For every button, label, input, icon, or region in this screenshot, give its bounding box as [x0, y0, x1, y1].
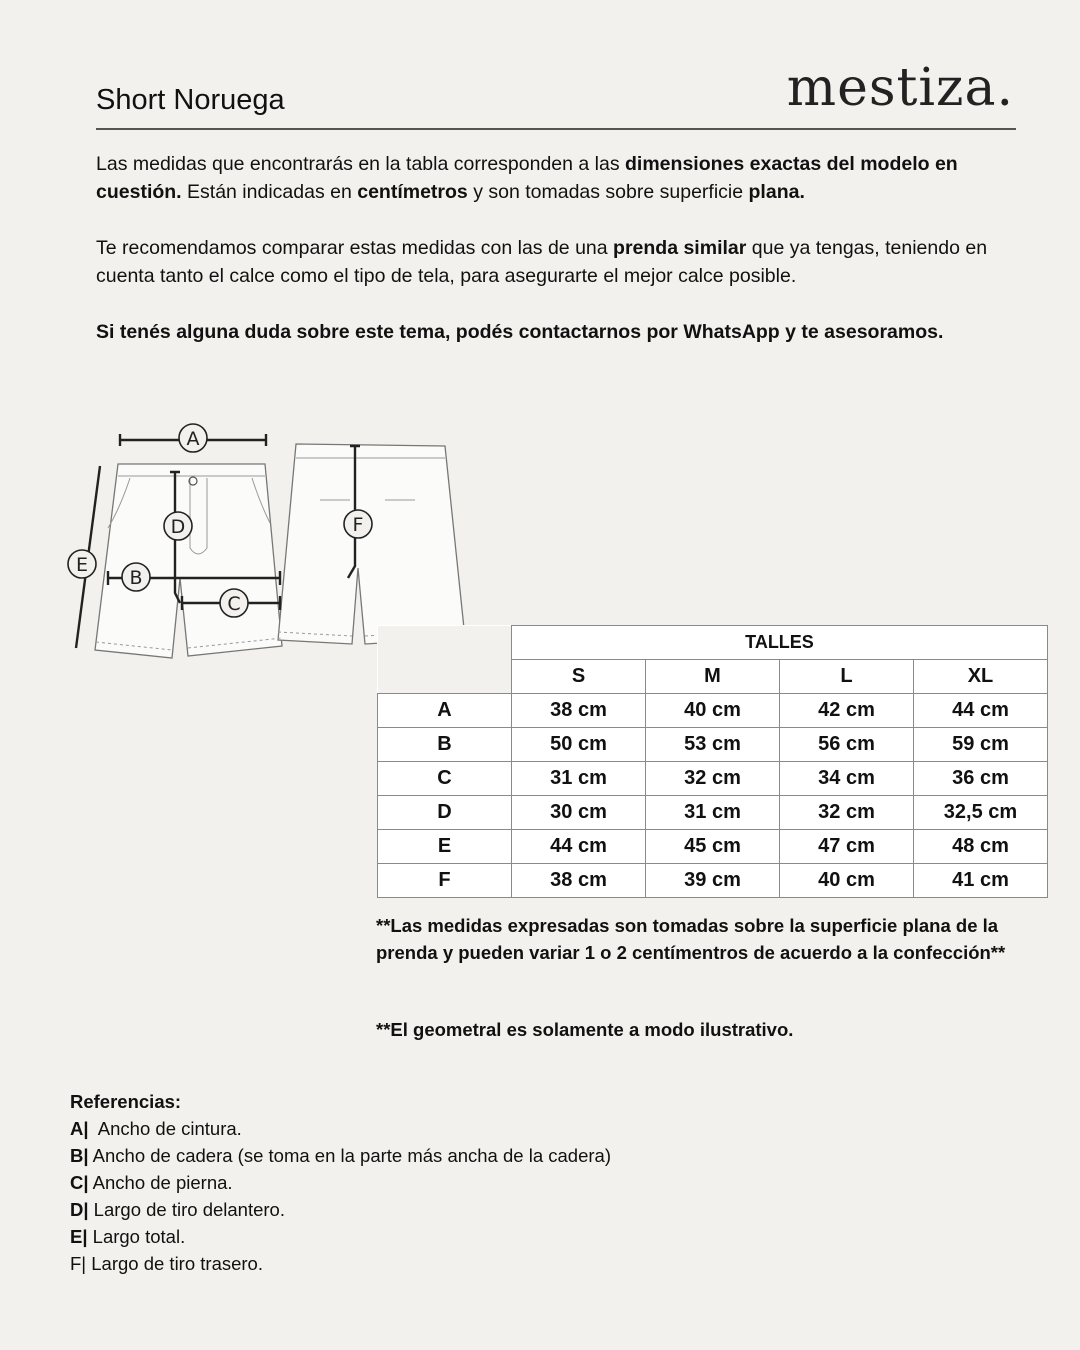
diagram-label-f: F — [352, 514, 364, 536]
reference-item — [70, 1142, 611, 1169]
table-cell: 42 cm — [780, 694, 914, 728]
reference-text: Ancho de cintura. — [88, 1118, 242, 1139]
diagram-label-e: E — [75, 554, 89, 576]
table-header: TALLES — [512, 626, 1048, 660]
table-header-row — [378, 626, 1048, 660]
table-row — [378, 762, 1048, 796]
intro-paragraph-2 — [96, 234, 1016, 290]
table-cell: 48 cm — [914, 830, 1048, 864]
row-label: E — [378, 830, 512, 864]
table-cell: 45 cm — [646, 830, 780, 864]
row-label: C — [378, 762, 512, 796]
table-cell: 32 cm — [646, 762, 780, 796]
brand-logo: mestiza. — [786, 58, 1014, 118]
row-label: B — [378, 728, 512, 762]
reference-key: D| — [70, 1199, 89, 1220]
table-cell: 44 cm — [914, 694, 1048, 728]
reference-item — [70, 1169, 611, 1196]
table-cell: 53 cm — [646, 728, 780, 762]
reference-key: C| — [70, 1172, 89, 1193]
table-cell: 31 cm — [646, 796, 780, 830]
reference-item — [70, 1196, 611, 1223]
table-cell: 32,5 cm — [914, 796, 1048, 830]
intro-text: Te recomendamos comparar estas medidas con las de una — [96, 237, 614, 259]
intro-paragraph-3: Si tenés alguna duda sobre este tema, podés contactarnos por WhatsApp y te asesoramos. — [96, 321, 944, 343]
reference-key: A| — [70, 1118, 89, 1139]
table-cell: 50 cm — [512, 728, 646, 762]
intro-bold: prenda similar — [613, 237, 747, 259]
table-cell: 41 cm — [914, 864, 1048, 898]
intro-bold: centímetros — [357, 181, 468, 203]
header-divider — [96, 128, 1016, 130]
table-row — [378, 694, 1048, 728]
reference-item — [70, 1250, 611, 1277]
size-header: S — [512, 660, 646, 694]
intro-text: y son tomadas sobre superficie — [467, 181, 749, 203]
size-header: M — [646, 660, 780, 694]
table-cell: 56 cm — [780, 728, 914, 762]
reference-text: Largo total. — [87, 1226, 186, 1247]
reference-key: E| — [70, 1226, 88, 1247]
illustration-note: **El geometral es solamente a modo ilustrativo. — [376, 1019, 794, 1040]
table-cell: 36 cm — [914, 762, 1048, 796]
size-table — [377, 625, 1048, 898]
table-corner — [378, 626, 512, 660]
table-cell: 38 cm — [512, 864, 646, 898]
reference-text: Largo de tiro trasero. — [86, 1253, 263, 1274]
table-cell: 40 cm — [780, 864, 914, 898]
table-cell: 44 cm — [512, 830, 646, 864]
diagram-label-c: C — [227, 593, 241, 615]
reference-item — [70, 1223, 611, 1250]
row-label: D — [378, 796, 512, 830]
table-sizes-row — [378, 660, 1048, 694]
reference-key: F| — [70, 1253, 87, 1274]
table-row — [378, 728, 1048, 762]
row-label: A — [378, 694, 512, 728]
size-header: XL — [914, 660, 1048, 694]
intro-bold: dimensiones exactas del modelo en cuestión. — [96, 153, 958, 203]
intro-text: Las medidas que encontrarás en la tabla corresponden a las — [96, 153, 626, 175]
row-label: F — [378, 864, 512, 898]
references-title: Referencias: — [70, 1091, 182, 1112]
table-cell: 32 cm — [780, 796, 914, 830]
diagram-label-b: B — [129, 567, 143, 589]
intro-bold: plana. — [748, 181, 805, 203]
table-cell: 39 cm — [646, 864, 780, 898]
reference-text: Ancho de pierna. — [88, 1172, 233, 1193]
table-cell: 30 cm — [512, 796, 646, 830]
table-row — [378, 864, 1048, 898]
reference-key: B| — [70, 1145, 89, 1166]
intro-text: Están indicadas en — [181, 181, 358, 203]
table-row — [378, 830, 1048, 864]
measurement-note: **Las medidas expresadas son tomadas sobre la superficie plana de la prenda y pueden variar 1 o 2 centímentros de acuerdo a la confección** — [376, 915, 1006, 963]
size-header: L — [780, 660, 914, 694]
table-cell: 31 cm — [512, 762, 646, 796]
intro-paragraph-1 — [96, 150, 1016, 206]
table-cell: 59 cm — [914, 728, 1048, 762]
page-title: Short Noruega — [96, 84, 285, 116]
reference-item — [70, 1115, 611, 1142]
table-cell: 47 cm — [780, 830, 914, 864]
table-cell: 34 cm — [780, 762, 914, 796]
table-row — [378, 796, 1048, 830]
intro-text: que ya tengas, teniendo en cuenta tanto el calce como el tipo de tela, para asegurarte el mejor calce posible. — [96, 237, 988, 287]
reference-text: Ancho de cadera (se toma en la parte más ancha de la cadera) — [88, 1145, 611, 1166]
references — [70, 1088, 611, 1277]
table-cell: 40 cm — [646, 694, 780, 728]
table-corner — [378, 660, 512, 694]
reference-text: Largo de tiro delantero. — [88, 1199, 285, 1220]
table-cell: 38 cm — [512, 694, 646, 728]
diagram-label-d: D — [170, 516, 186, 538]
diagram-label-a: A — [186, 428, 200, 450]
